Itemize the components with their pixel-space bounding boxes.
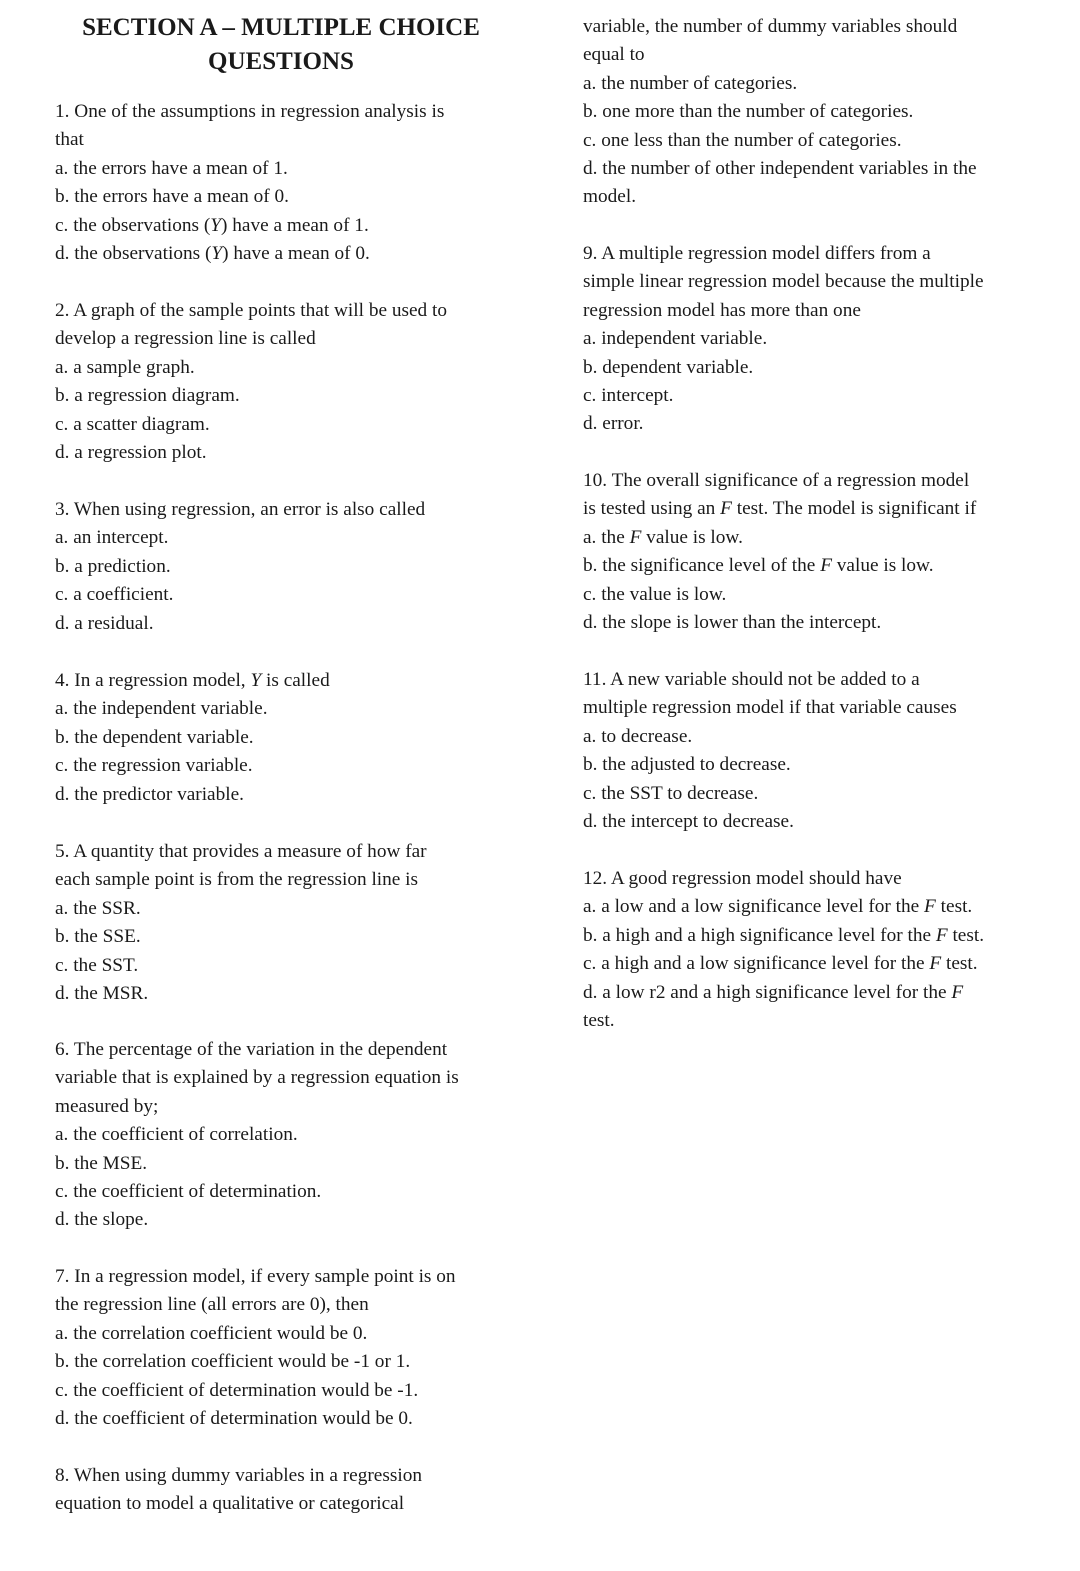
question-6-option: c. the coefficient of determination. [55, 1181, 322, 1202]
question-2-option: a. a sample graph. [55, 356, 195, 378]
question-11-option: d. the intercept to decrease. [583, 811, 794, 832]
question-9-option: a. independent variable. [583, 328, 768, 350]
question-10-option: d. the slope is lower than the intercept. [583, 612, 882, 633]
question-5-option: c. the SST. [55, 954, 139, 976]
question-3-option: c. a coefficient. [55, 584, 174, 606]
question-2-option: b. a regression diagram. [55, 385, 240, 407]
question-4-option: b. the dependent variable. [55, 726, 254, 748]
question-6-option: d. the slope. [55, 1209, 149, 1231]
question-1-option: c. the observations (Y) have a mean of 1. [55, 214, 369, 236]
question-1-option: a. the errors have a mean of 1. [55, 157, 288, 179]
question-3-stem: 3. When using regression, an error is also called [55, 499, 426, 520]
question-8-stem: equation to model a qualitative or categorical [55, 1493, 405, 1515]
question-11-stem: multiple regression model if that variable causes [583, 697, 957, 719]
question-3-option: d. a residual. [55, 612, 154, 634]
question-11-option: c. the SST to decrease. [583, 782, 759, 804]
question-6-option: b. the MSE. [55, 1152, 148, 1174]
question-6-stem: variable that is explained by a regression equation is [55, 1067, 459, 1089]
question-12-option: a. a low and a low significance level for the F test. [583, 896, 973, 918]
question-1-option: d. the observations (Y) have a mean of 0. [55, 243, 370, 264]
question-12-option: test. [583, 1010, 615, 1031]
question-6-stem: 6. The percentage of the variation in the dependent [55, 1039, 448, 1060]
question-3-option: b. a prediction. [55, 555, 171, 577]
section-title: SECTION A – MULTIPLE CHOICE [82, 14, 480, 41]
question-5-option: a. the SSR. [55, 897, 141, 919]
question-1-option: b. the errors have a mean of 0. [55, 186, 289, 208]
question-9-stem: regression model has more than one [583, 299, 861, 321]
question-8-option: b. one more than the number of categories. [583, 101, 914, 123]
question-2-option: d. a regression plot. [55, 442, 207, 463]
question-9-stem: 9. A multiple regression model differs from a [583, 243, 931, 264]
question-10-option: c. the value is low. [583, 583, 727, 605]
question-12-option: d. a low r2 and a high significance level for the F [583, 981, 964, 1003]
question-12-option: c. a high and a low significance level for the F test. [583, 953, 978, 975]
question-11-option: a. to decrease. [583, 725, 693, 747]
question-7-stem: 7. In a regression model, if every sample point is on [55, 1266, 456, 1287]
question-1-stem: that [55, 129, 84, 151]
question-9-stem: simple linear regression model because the multiple [583, 271, 984, 293]
question-4-option: c. the regression variable. [55, 755, 253, 777]
question-7-option: c. the coefficient of determination would be -1. [55, 1379, 419, 1401]
question-5-stem: each sample point is from the regression line is [55, 869, 419, 891]
question-12-option: b. a high and a high significance level for the F test. [583, 924, 985, 946]
question-6-option: a. the coefficient of correlation. [55, 1124, 298, 1146]
question-4-option: d. the predictor variable. [55, 783, 244, 805]
question-5-stem: 5. A quantity that provides a measure of how far [55, 841, 427, 862]
question-8-option: d. the number of other independent variables in the [583, 158, 977, 179]
question-6-stem: measured by; [55, 1095, 159, 1117]
question-3-option: a. an intercept. [55, 527, 169, 549]
question-9-option: b. dependent variable. [583, 356, 754, 378]
question-10-option: a. the F value is low. [583, 526, 743, 548]
question-8-stem: 8. When using dummy variables in a regression [55, 1465, 422, 1486]
question-10-stem: 10. The overall significance of a regression model [583, 470, 970, 491]
question-10-stem: is tested using an F test. The model is significant if [583, 498, 977, 520]
question-2-stem: 2. A graph of the sample points that will be used to [55, 300, 447, 321]
question-8-option: c. one less than the number of categories. [583, 129, 902, 151]
question-7-option: a. the correlation coefficient would be 0. [55, 1322, 368, 1344]
question-5-option: b. the SSE. [55, 926, 141, 948]
question-12-stem: 12. A good regression model should have [583, 868, 902, 889]
question-9-option: c. intercept. [583, 385, 674, 406]
question-10-option: b. the significance level of the F value is low. [583, 555, 934, 577]
question-7-option: d. the coefficient of determination would be 0. [55, 1408, 413, 1429]
question-1-stem: 1. One of the assumptions in regression analysis is [55, 101, 445, 122]
question-4-option: a. the independent variable. [55, 698, 268, 720]
question-2-option: c. a scatter diagram. [55, 413, 210, 435]
question-7-option: b. the correlation coefficient would be -1 or 1. [55, 1351, 411, 1373]
question-7-stem: the regression line (all errors are 0), then [55, 1294, 369, 1316]
question-9-option: d. error. [583, 413, 644, 435]
question-5-option: d. the MSR. [55, 983, 149, 1004]
question-2-stem: develop a regression line is called [55, 328, 316, 350]
question-8-option: a. the number of categories. [583, 72, 798, 94]
question-4-stem: 4. In a regression model, Y is called [55, 670, 330, 691]
question-11-stem: 11. A new variable should not be added to a [583, 669, 920, 690]
question-8-option: model. [583, 186, 637, 208]
question-8-stem: equal to [583, 44, 645, 66]
question-11-option: b. the adjusted to decrease. [583, 754, 791, 776]
section-title-continued: QUESTIONS [208, 48, 354, 75]
question-8-stem: variable, the number of dummy variables should [583, 16, 958, 37]
